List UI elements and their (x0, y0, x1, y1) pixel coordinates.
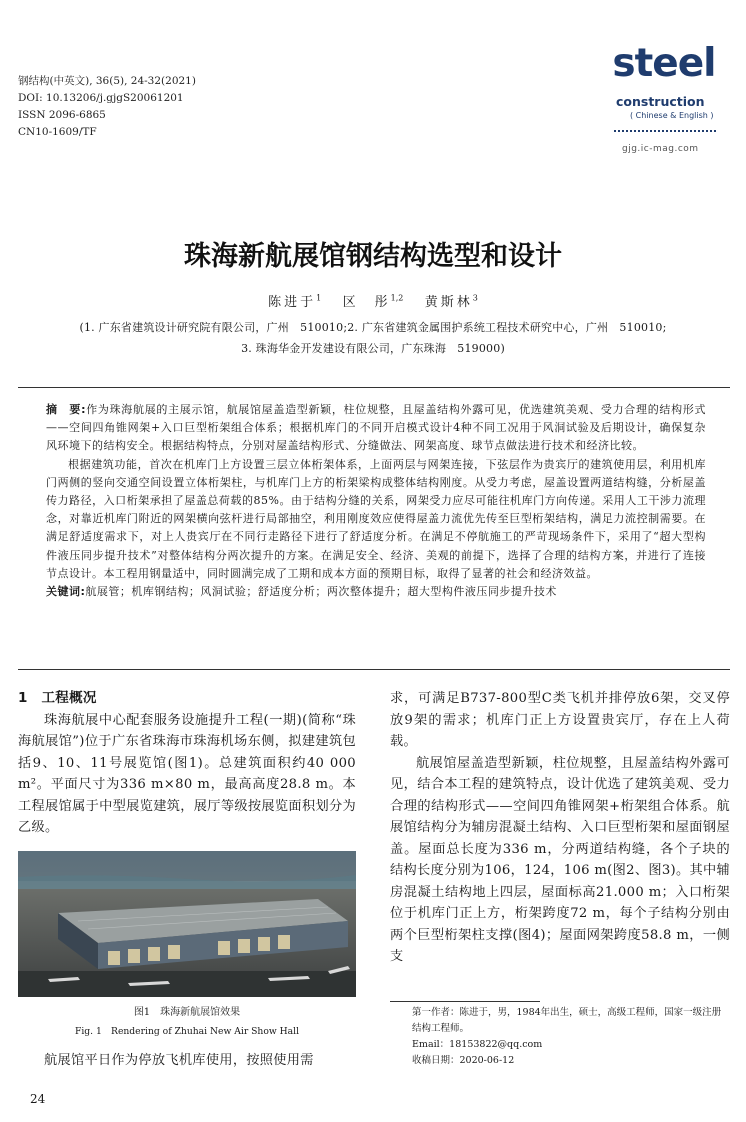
body-paragraph: 珠海航展中心配套服务设施提升工程(一期)(简称“珠海航展馆”)位于广东省珠海市珠海机场东侧，拟建建筑包括9、10、11号展览馆(图1)。总建筑面积约40 000 m²。平面尺寸为336 m×80 m，最高高度28.8 m。本工程展馆属于中型展览建筑，展厅等级按展览面积划分为乙级。 (18, 712, 356, 835)
logo-divider (614, 130, 716, 132)
author-name: 区 彤 (342, 295, 391, 310)
header-divider (18, 387, 730, 388)
abstract-divider (18, 669, 730, 670)
keywords-label: 关键词: (46, 585, 86, 599)
abstract (46, 401, 706, 601)
logo-steel-text: steel (612, 41, 716, 86)
figure-caption-cn: 图1 珠海新航展馆效果 (133, 1007, 241, 1018)
author-note: 第一作者：陈进于，男，1984年出生，硕士，高级工程师，国家一级注册结构工程师。 (412, 1007, 722, 1034)
figure-rendering-image (18, 851, 356, 997)
journal-logo (610, 40, 720, 160)
received-date: 收稿日期：2020-06-12 (412, 1055, 515, 1066)
section-heading: 1 工程概况 (18, 690, 97, 706)
author-name: 黄斯林 (424, 295, 473, 310)
issn: ISSN 2096-6865 (18, 109, 106, 121)
abstract-label: 摘 要: (46, 403, 86, 416)
page-number: 24 (30, 1092, 46, 1106)
journal-url: gjg.ic-mag.com (622, 144, 699, 154)
abstract-paragraph-1: 作为珠海航展的主展示馆，航展馆屋盖造型新颖，柱位规整，且屋盖结构外露可见，优选建筑美观、受力合理的结构形式——空间四角锥网架+入口巨型桁架组合体系；根据机库门的不同开启模式设计4种不同工况用于风洞试验及后期设计，确保复杂风环境下的结构安全。根据结构特点，分别对屋盖结构形式、分缝做法、网架高度、球节点做法进行技术和经济比较。 (46, 403, 706, 453)
journal-citation: 钢结构(中英文), 36(5), 24-32(2021) (18, 75, 196, 87)
affiliation-line-2: 3. 珠海华金开发建设有限公司，广东珠海 519000) (241, 342, 505, 355)
right-column (390, 688, 730, 968)
author-affil-mark: 1,2 (390, 293, 404, 303)
body-paragraph: 求，可满足B737-800型C类飞机并排停放6架，交叉停放9架的需求；机库门正上方设置贵宾厅，存在上人荷载。 (390, 691, 730, 749)
logo-subtitle: ( Chinese & English ) (630, 111, 714, 120)
figure-caption-en: Fig. 1 Rendering of Zhuhai New Air Show Hall (74, 1026, 300, 1037)
author-affil-mark: 3 (472, 293, 478, 303)
paper-title: 珠海新航展馆钢结构选型和设计 (184, 241, 562, 272)
affiliation-line-1: (1. 广东省建筑设计研究院有限公司，广州 510010;2. 广东省建筑金属围护系统工程技术研究中心，广州 510010; (79, 321, 667, 334)
left-column (18, 688, 356, 839)
author-name: 陈进于 (268, 295, 317, 310)
author-affil-mark: 1 (316, 293, 322, 303)
doi: DOI: 10.13206/j.gjgS20061201 (18, 92, 184, 104)
cn-number: CN10-1609/TF (18, 126, 97, 138)
author-list (0, 291, 746, 310)
footnote-divider (390, 1001, 540, 1002)
logo-construction-text: construction (616, 94, 705, 109)
abstract-paragraph-2: 根据建筑功能，首次在机库门上方设置三层立体桁架体系，上面两层与网架连接，下弦层作为贵宾厅的建筑使用层，利用机库门两侧的竖向交通空间设置立体桁架柱，与机库门上方的桁架梁构成整体结构刚度。从受力考虑，屋盖设置两道结构缝，分析屋盖传力路径，入口桁架承担了屋盖总荷载的85%。由于结构分缝的关系，网架受力应尽可能往机库门方向传递。采用人工干涉力流理念，对靠近机库门附近的网架横向弦杆进行局部抽空，利用刚度效应使得屋盖力流优先传至巨型桁架结构，满足力流控制需要。在满足舒适度需求下，对上人贵宾厅在不同行走路径下进行了舒适度分析。在满足不停航施工的严苛现场条件下，采用了“超大型构件液压同步提升技术”对整体结构分两次提升的方案。在满足安全、经济、美观的前提下，选择了合理的结构方案，并进行了连接节点设计。本工程用钢量适中，同时圆满完成了工期和成本方面的预期目标，取得了显著的社会和经济效益。 (46, 457, 706, 580)
keywords: 航展管；机库钢结构；风洞试验；舒适度分析；两次整体提升；超大型构件液压同步提升技术 (85, 585, 557, 599)
footnote (390, 1005, 730, 1069)
journal-meta (18, 73, 196, 141)
body-paragraph: 航展馆平日作为停放飞机库使用，按照使用需 (44, 1053, 314, 1068)
author-email: Email：18153822@qq.com (412, 1039, 543, 1050)
body-paragraph: 航展馆屋盖造型新颖，柱位规整，且屋盖结构外露可见，结合本工程的建筑特点，设计优选了建筑美观、受力合理的结构形式——空间四角锥网架+桁架组合体系。航展馆结构分为辅房混凝土结构、入口巨型桁架和屋面钢屋盖。屋面总长度为336 m，分两道结构缝，各个子块的结构长度分别为106，124，106 m(图2、图3)。其中辅房混凝土结构地上四层，屋面标高21.000 m；入口桁架位于机库门正上方，桁架跨度72 m，每个子结构分别由两个巨型桁架柱支撑(图4)；屋面网架跨度58.8 m，一侧支 (390, 755, 730, 964)
